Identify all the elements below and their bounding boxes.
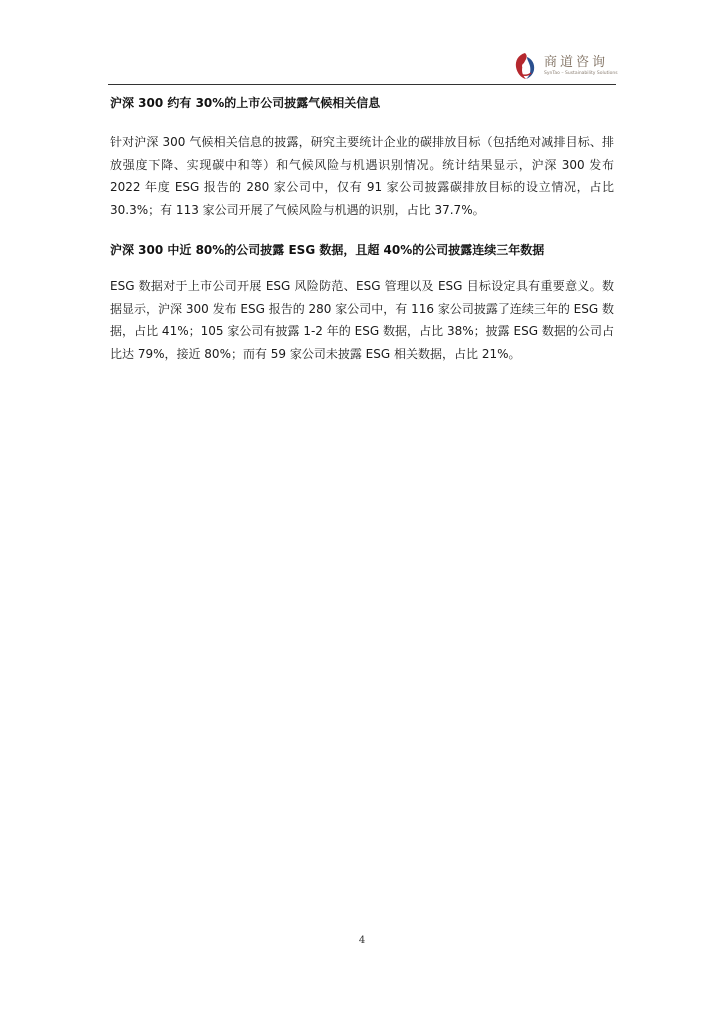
section-heading-esg-data: 沪深 300 中近 80%的公司披露 ESG 数据，且超 40%的公司披露连续三年数据 — [110, 243, 545, 257]
syntao-logo-icon — [512, 51, 538, 81]
section-paragraph-climate: 针对沪深 300 气候相关信息的披露，研究主要统计企业的碳排放目标（包括绝对减排目标、排放强度下降、实现碳中和等）和气候风险与机遇识别情况。统计结果显示，沪深 300 发布 2022 年度 ESG 报告的 280 家公司中，仅有 91 家公司披露碳排放目标的设立情况，占比 30.3%；有 113 家公司开展了气候风险与机遇的识别，占比 37.7%。 — [110, 135, 614, 217]
section-paragraph-esg-data: ESG 数据对于上市公司开展 ESG 风险防范、ESG 管理以及 ESG 目标设定具有重要意义。数据显示，沪深 300 发布 ESG 报告的 280 家公司中，有 116 家公司披露了连续三年的 ESG 数据，占比 41%；105 家公司有披露 1-2 年的 ESG 数据，占比 38%；披露 ESG 数据的公司占比达 79%，接近 80%；而有 59 家公司未披露 ESG 相关数据，占比 21%。 — [110, 279, 614, 361]
logo-chinese-name: 商道咨询 — [544, 54, 609, 70]
header-logo — [512, 50, 624, 82]
logo-english-name: SynTao – Sustainability Solutions — [544, 70, 618, 76]
page-number: 4 — [358, 935, 366, 946]
header-divider — [108, 84, 616, 85]
document-body — [110, 94, 614, 365]
section-heading-climate: 沪深 300 约有 30%的上市公司披露气候相关信息 — [110, 96, 381, 110]
logo-text — [544, 56, 618, 77]
